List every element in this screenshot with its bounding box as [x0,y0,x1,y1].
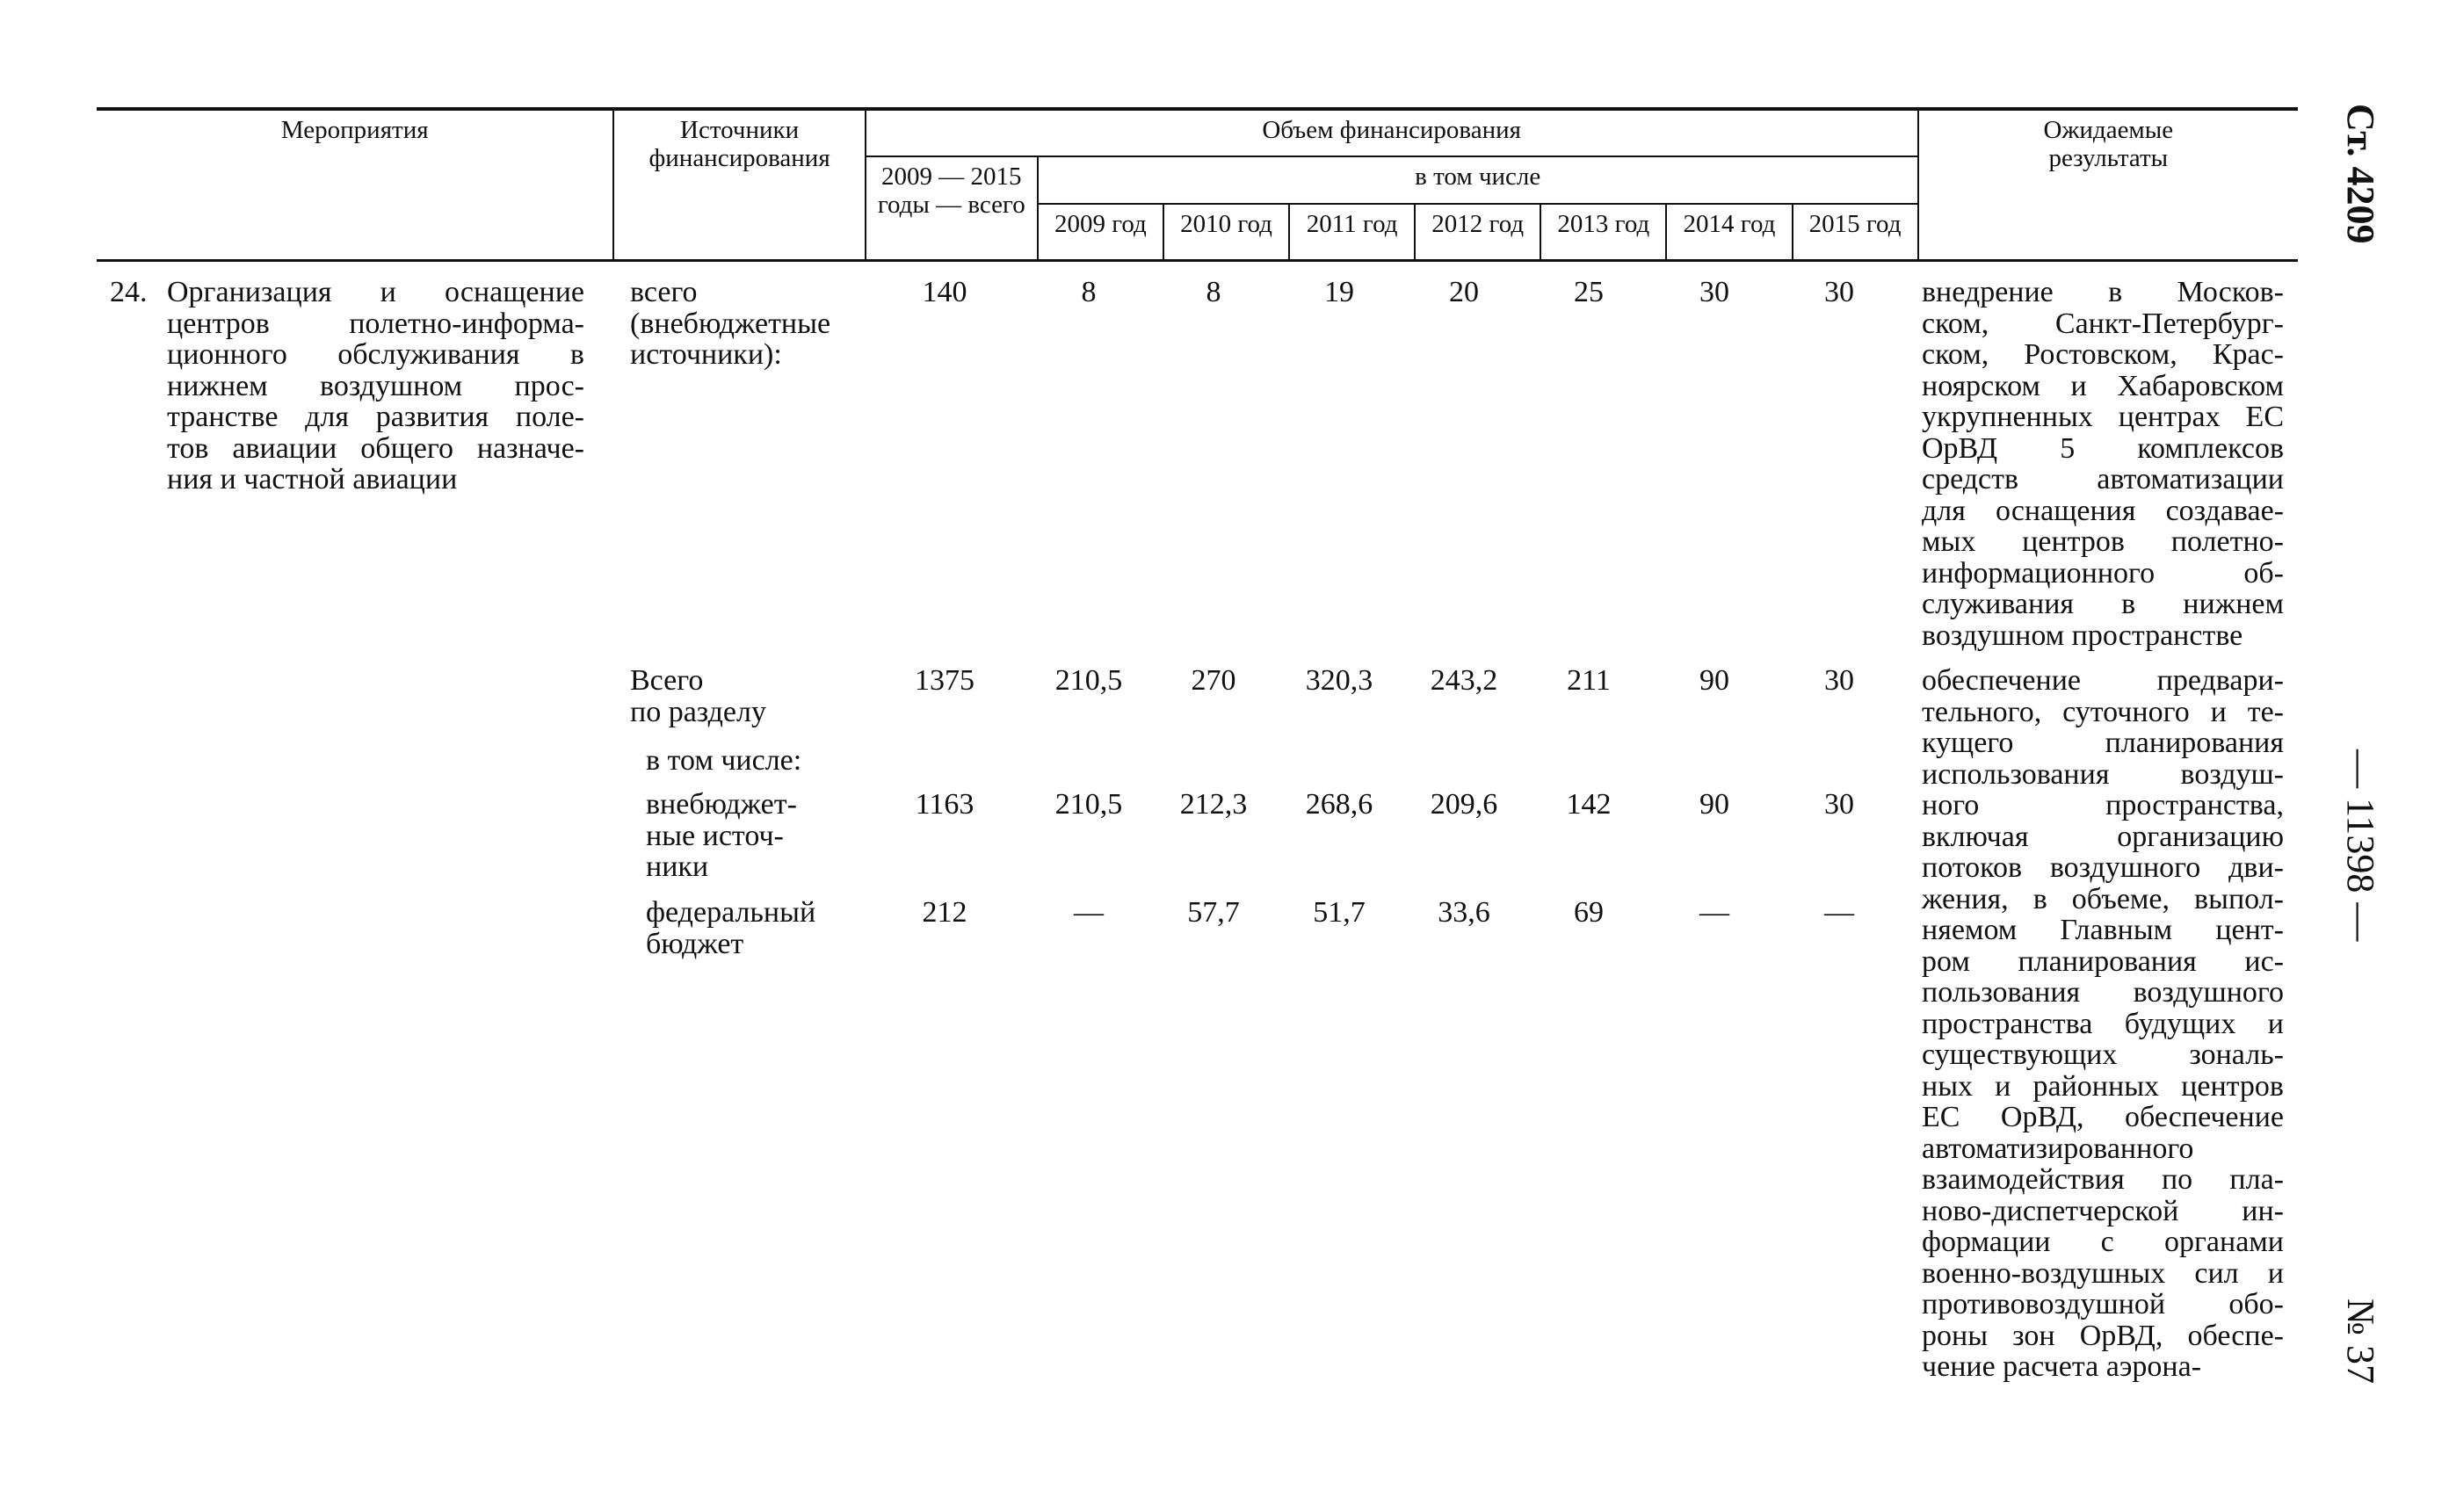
federal-label [646,897,815,959]
result-line: военно-воздушных сил и [1922,1256,2284,1290]
federal-value: 212 [922,896,967,929]
offbudget-value: 212,3 [1179,788,1248,821]
source-line: источники): [630,338,782,371]
offbudget-value: 90 [1699,788,1729,821]
header-total: 2009 — 2015 годы — всего [866,156,1038,260]
result-line: ЕС ОрВД, обеспечение [1922,1101,2284,1133]
result-line: противовоздушной обо- [1922,1288,2284,1320]
result-line: ском, Санкт-Петербург- [1922,307,2284,340]
result-line: взаимодействия по пла- [1922,1163,2284,1196]
header-measures: Мероприятия [97,109,613,260]
total-value: 270 [1191,664,1236,697]
measure-line: тов авиации общего назначе- [167,431,584,465]
result-line: ноярском и Хабаровском [1922,369,2284,402]
measure-line: Организация и оснащение [167,276,584,308]
offbudget-value: 142 [1566,788,1612,821]
value-2012: 20 [1449,276,1479,308]
value-2009: 8 [1081,276,1097,308]
measure-line: транстве для развития поле- [167,401,584,433]
header-volume: Объем финансирования [866,109,1918,156]
header-year: 2014 год [1666,204,1792,260]
value-2011: 19 [1324,276,1354,308]
table-header [97,107,2298,262]
value-total: 140 [922,276,967,308]
result-line: ново-диспетчерской ин- [1922,1194,2284,1227]
header-year: 2011 год [1289,204,1415,260]
item24-results [1922,277,2284,651]
result-line: ного пространства, [1922,789,2284,821]
offbudget-line: ники [646,850,709,883]
offbudget-value: 1163 [915,788,975,821]
value-2010: 8 [1206,276,1221,308]
measure-line: ния и частной авиации [167,463,458,496]
federal-line: бюджет [646,927,744,960]
header-year: 2009 год [1038,204,1163,260]
value-2014: 30 [1699,276,1729,308]
header-year: 2010 год [1163,204,1289,260]
item-number: 24. [110,276,148,308]
federal-value: 33,6 [1438,896,1490,929]
result-line: включая организацию [1922,820,2284,853]
result-line: ных и районных центров [1922,1069,2284,1103]
result-line: тельного, суточного и те- [1922,695,2284,728]
offbudget-line: внебюджет- [646,788,797,821]
result-line: пространства будущих и [1922,1007,2284,1040]
total-value: 211 [1567,664,1611,697]
value-2013: 25 [1574,276,1604,308]
offbudget-line: ные источ- [646,819,784,852]
total-value: 90 [1699,664,1729,697]
offbudget-value: 210,5 [1054,788,1123,821]
measure-line: ционного обслуживания в [167,338,584,371]
federal-value: 69 [1574,896,1604,929]
source-line: всего [630,276,698,308]
header-results: Ожидаемые результаты [1918,109,2298,260]
total-value: 30 [1824,664,1854,697]
item24-source [630,277,830,371]
page-number: — 11398 — [2339,749,2382,942]
result-line: автоматизированного [1922,1132,2194,1165]
result-line: ром планирования ис- [1922,944,2284,978]
federal-value: 57,7 [1187,896,1240,929]
total-value: 210,5 [1054,664,1123,697]
total-value: 1375 [915,664,975,697]
federal-line: федеральный [646,896,816,929]
result-line: служивания в нижнем [1922,588,2284,620]
total-line: по разделу [630,695,766,728]
offbudget-value: 209,6 [1430,788,1498,821]
header-including: в том числе [1038,156,1918,204]
value-2015: 30 [1824,276,1854,308]
result-line: потоков воздушного дви- [1922,851,2284,884]
offbudget-value: 268,6 [1305,788,1373,821]
result-line: использования воздуш- [1922,757,2284,791]
result-line: ском, Ростовском, Крас- [1922,338,2284,371]
including-label: в том числе: [646,744,802,777]
result-line: существующих зональ- [1922,1038,2284,1071]
result-line: формации с органами [1922,1226,2284,1258]
result-line: для оснащения создавае- [1922,494,2284,527]
federal-value: 51,7 [1313,896,1366,929]
item24-measure [167,277,584,496]
measure-line: центров полетно-информа- [167,307,584,340]
result-line: внедрение в Москов- [1922,276,2284,308]
header-year: 2015 год [1793,204,1918,260]
header-sources: Источники финансирования [613,109,865,260]
result-line: кущего планирования [1922,727,2284,759]
result-line: роны зон ОрВД, обеспе- [1922,1319,2284,1352]
total-value: 320,3 [1305,664,1373,697]
header-year: 2013 год [1540,204,1666,260]
offbudget-value: 30 [1824,788,1854,821]
result-line: мых центров полетно- [1922,525,2284,558]
result-line: укрупненных центрах ЕС [1922,401,2284,433]
result-line: обеспечение предвари- [1922,664,2284,697]
header-year: 2012 год [1415,204,1540,260]
result-line: средств автоматизации [1922,463,2284,496]
measure-line: нижнем воздушном прос- [167,369,584,402]
source-line: (внебюджетные [630,307,831,340]
result-line: няемом Главным цент- [1922,914,2284,946]
result-line: чение расчета аэрона- [1922,1350,2202,1383]
total-line: Всего [630,664,704,697]
result-line: жения, в объеме, выпол- [1922,882,2284,915]
total-value: 243,2 [1430,664,1498,697]
result-line: информационного об- [1922,556,2284,590]
issue-number: № 37 [2339,1299,2382,1384]
result-line: пользования воздушного [1922,976,2284,1009]
federal-value: — [1824,896,1854,929]
federal-value: — [1699,896,1729,929]
result-line: ОрВД 5 комплексов [1922,431,2284,465]
section-results [1922,665,2284,1383]
page-label: Ст. 4209 [2339,104,2382,244]
offbudget-label [646,789,797,883]
result-line: воздушном пространстве [1922,619,2243,652]
section-total-label [630,665,766,727]
federal-value: — [1074,896,1104,929]
